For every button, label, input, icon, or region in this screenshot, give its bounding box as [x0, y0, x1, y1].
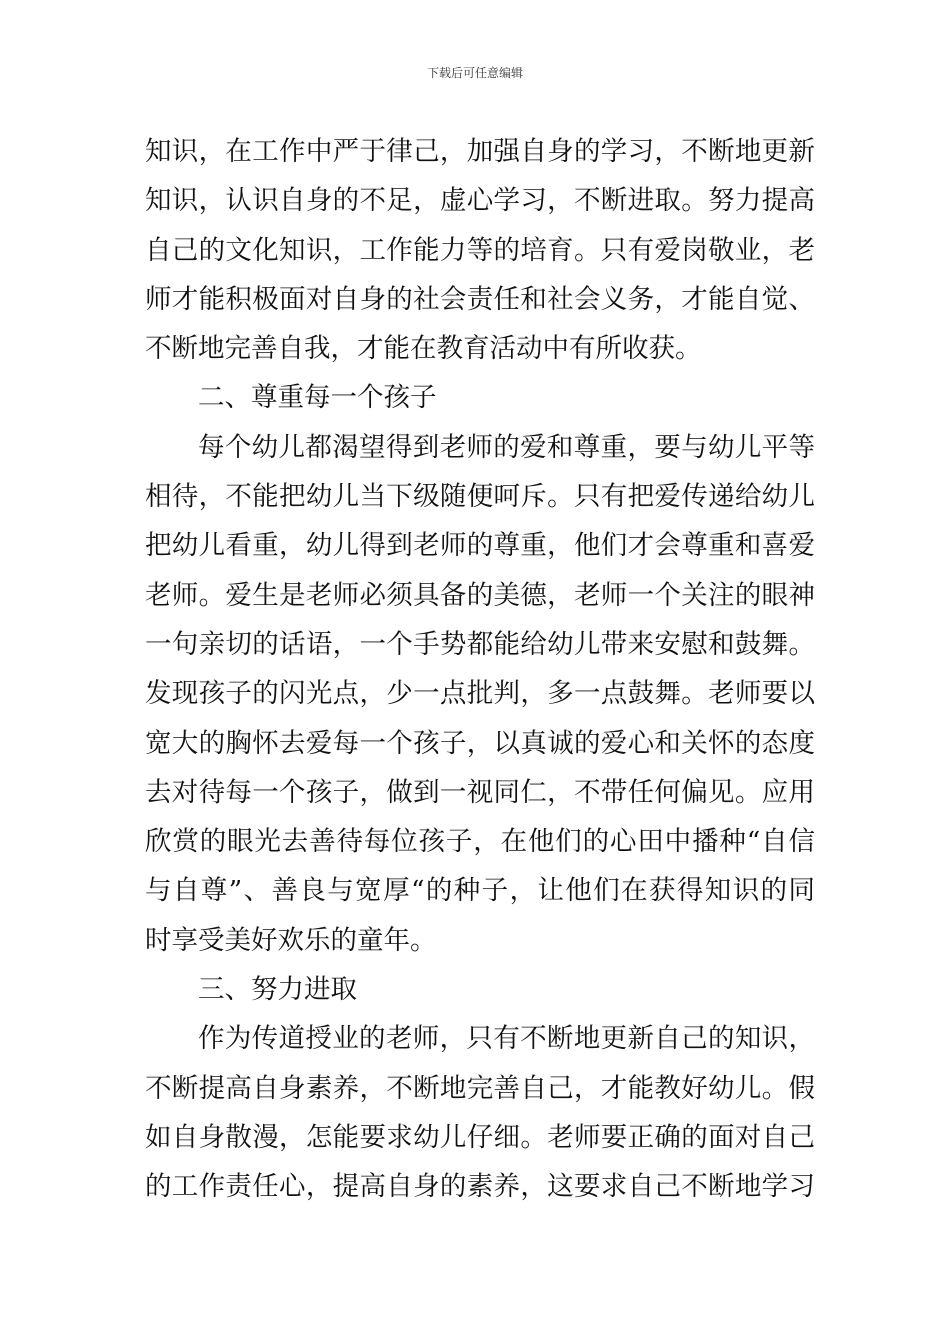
text-line: 时享受美好欢乐的童年。 — [145, 924, 437, 956]
text-line: 去对待每一个孩子，做到一视同仁，不带任何偏见。应用 — [145, 776, 815, 808]
text-line: 把幼儿看重，幼儿得到老师的尊重，他们才会尊重和喜爱 — [145, 530, 815, 562]
text-line: 宽大的胸怀去爱每一个孩子，以真诚的爱心和关怀的态度 — [145, 727, 815, 759]
document-body — [145, 127, 815, 1212]
section-heading: 二、尊重每一个孩子 — [198, 382, 437, 414]
page-header: 下载后可任意编辑 — [426, 66, 523, 80]
section-heading: 三、努力进取 — [198, 974, 357, 1006]
text-line: 自己的文化知识，工作能力等的培育。只有爱岗敬业，老 — [145, 234, 815, 266]
text-line: 不断地完善自我，才能在教育活动中有所收获。 — [145, 333, 702, 365]
text-line: 一句亲切的话语，一个手势都能给幼儿带来安慰和鼓舞。 — [145, 628, 815, 660]
text-line: 如自身散漫，怎能要求幼儿仔细。老师要正确的面对自己 — [145, 1121, 815, 1153]
text-line: 欣赏的眼光去善待每位孩子，在他们的心田中播种“自信 — [145, 826, 815, 858]
text-line: 作为传道授业的老师，只有不断地更新自己的知识， — [198, 1023, 815, 1055]
text-line: 师才能积极面对自身的社会责任和社会义务，才能自觉、 — [145, 283, 815, 315]
text-line: 知识，在工作中严于律己，加强自身的学习，不断地更新 — [145, 136, 815, 167]
text-line: 不断提高自身素养，不断地完善自己，才能教好幼儿。假 — [145, 1072, 815, 1104]
text-line: 相待，不能把幼儿当下级随便呵斥。只有把爱传递给幼儿 — [145, 481, 815, 513]
text-line: 发现孩子的闪光点，少一点批判，多一点鼓舞。老师要以 — [145, 678, 815, 710]
text-line: 的工作责任心，提高自身的素养，这要求自己不断地学习 — [145, 1171, 815, 1203]
text-line: 与自尊”、善良与宽厚“的种子，让他们在获得知识的同 — [145, 875, 815, 907]
text-line: 老师。爱生是老师必须具备的美德，老师一个关注的眼神 — [145, 579, 815, 611]
text-line: 每个幼儿都渴望得到老师的爱和尊重，要与幼儿平等 — [198, 431, 815, 463]
text-line: 知识，认识自身的不足，虚心学习，不断进取。努力提高 — [145, 185, 815, 217]
